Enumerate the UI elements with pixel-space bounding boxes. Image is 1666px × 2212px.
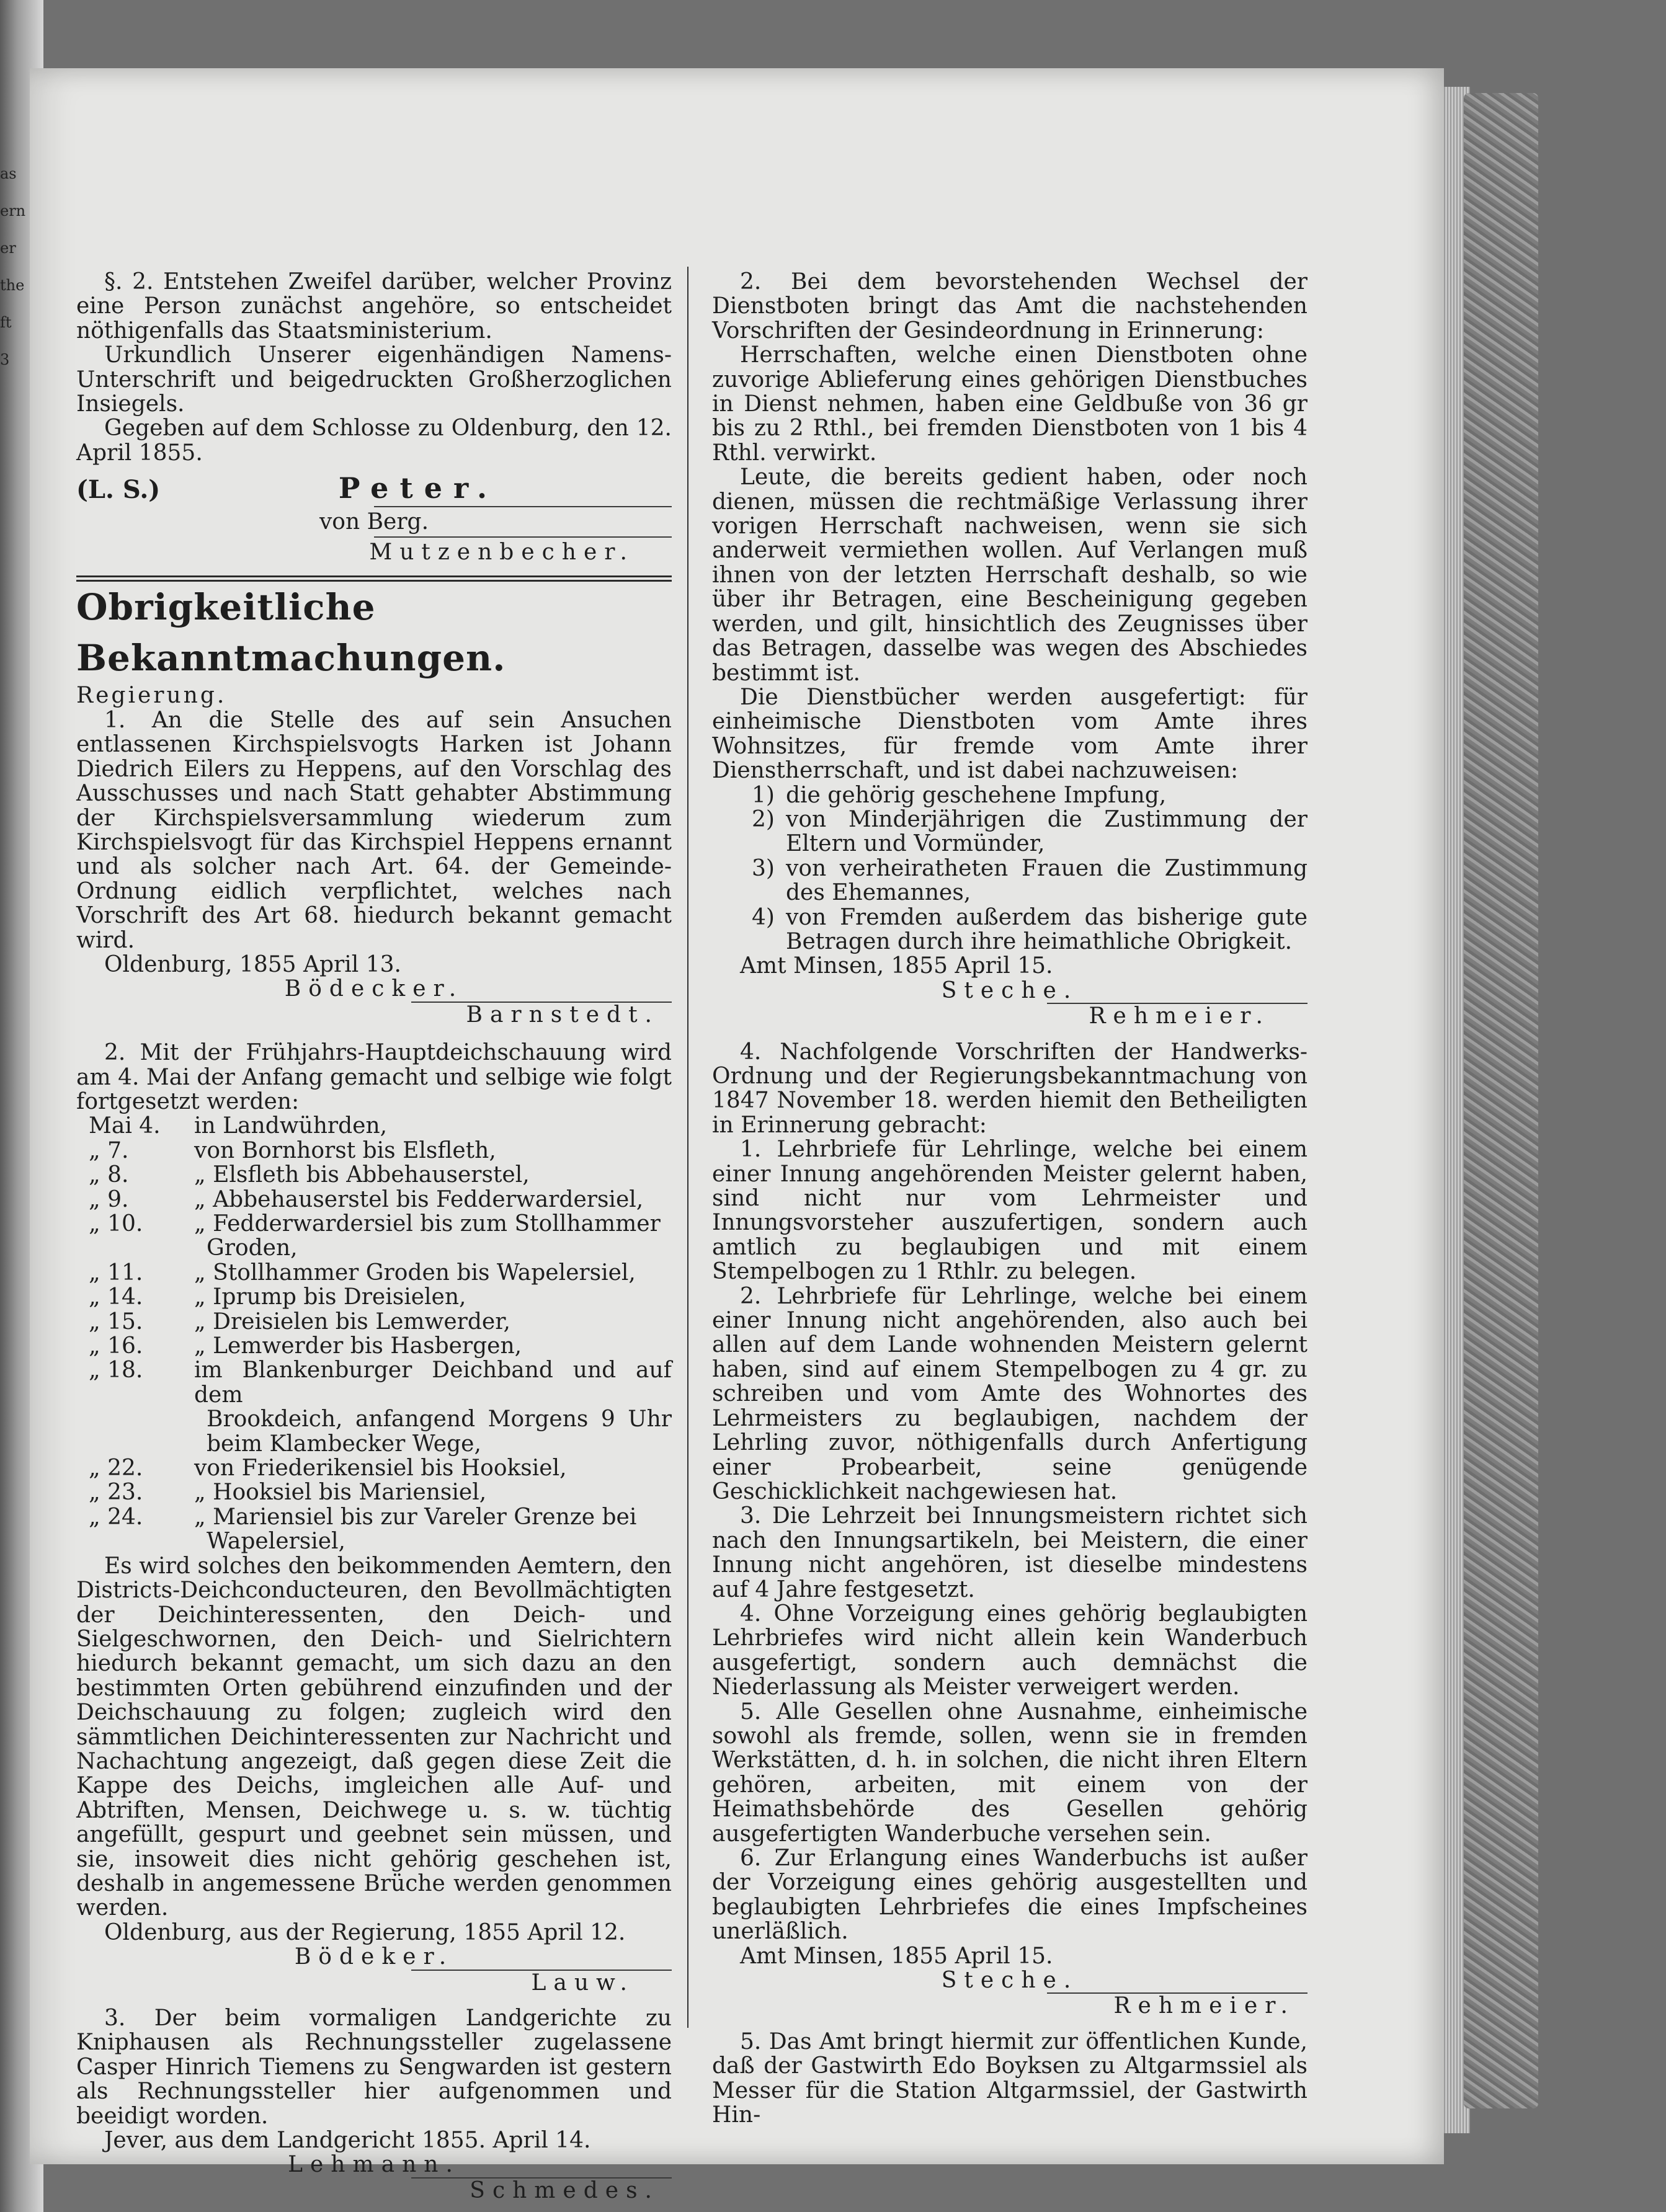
schedule-place: „ Fedderwardersiel bis zum Stollhammer <box>194 1211 661 1237</box>
paragraph-leute: Leute, die bereits gedient haben, oder noch dienen, müssen die rechtmäßige Verlassung ihrer vorigen Herrschaft nachweisen, wenn sie sich anderweit vermiethen wollen. Auf Verlangen muß ihnen von der letzten Herrschaft deshalb, so wie über ihr Betragen, eine Bescheinigung gegeben werden, und gilt, hinsichtlich des Zeugnisses über das Betragen, dasselbe was wegen des Abschiedes bestimmt ist. <box>712 464 1307 686</box>
rule-1: 1. Lehrbriefe für Lehrlinge, welche bei einem einer Innung angehörenden Meister gelernt haben, sind nicht nur vom Lehrmeister und Innungsvorsteher auszufertigen, sondern auch amtlich zu beglaubigen und mit einem Stempelbogen zu 1 Rthlr. zu belegen. <box>712 1137 1307 1285</box>
schedule-row <box>76 1212 672 1236</box>
section-rule <box>76 575 672 577</box>
notice-4-text: 4. Nachfolgende Vorschriften der Handwerks-Ordnung und der Regierungsbekanntmachung von 1847 November 18. werden hiemit den Betheiligten in Erinnerung gebracht: <box>712 1039 1307 1138</box>
signature-berg: von Berg. <box>319 509 429 535</box>
notice-5-text: 5. Das Amt bringt hiermit zur öffentlichen Kunde, daß der Gastwirth Edo Boyksen zu Altgarmssiel als Messer für die Station Altgarmssiel, der Gastwirth Hin- <box>712 2028 1307 2128</box>
right-column <box>712 270 1307 2127</box>
edge-fragment: 3 <box>0 351 10 368</box>
notice-2-place-date: Amt Minsen, 1855 April 15. <box>740 953 1053 979</box>
schedule-place: von Bornhorst bis Elsfleth, <box>194 1137 496 1163</box>
schedule-row <box>76 1358 672 1407</box>
notice-3-signature-1: Lehmann. <box>288 2152 460 2178</box>
paragraph-dienstbuecher: Die Dienstbücher werden ausgefertigt: für einheimische Dienstboten vom Amte ihres Wohnsitzes, für fremde vom Amte ihrer Dienstherrschaft, und ist dabei nachzuweisen: <box>712 684 1307 784</box>
schedule-continuation: Groden, <box>207 1235 298 1261</box>
signature-mutzenbecher: Mutzenbecher. <box>369 540 635 566</box>
requirement-item <box>749 856 1307 905</box>
signature-rule <box>374 536 672 538</box>
schedule-place: „ Lemwerder bis Hasbergen, <box>194 1333 522 1359</box>
edge-fragment: er <box>0 239 16 257</box>
requirement-item <box>749 905 1307 954</box>
requirement-text: von Minderjährigen die Zustimmung der Eltern und Vormünder, <box>786 806 1307 857</box>
signature-row-sovereign <box>76 471 672 505</box>
notice-3-signature-2: Schmedes. <box>470 2177 659 2203</box>
requirement-number: 3) <box>752 855 775 881</box>
schedule-place: „ Stollhammer Groden bis Wapelersiel, <box>194 1259 636 1286</box>
notice-2-place-date: Oldenburg, aus der Regierung, 1855 April 12. <box>104 1919 626 1945</box>
requirement-number: 1) <box>752 782 775 808</box>
schedule-date: „ 16. <box>89 1333 143 1359</box>
rule-3: 3. Die Lehrzeit bei Innungsmeistern richtet sich nach den Innungsartikeln, bei Meistern, die einer Innung nicht angehören, ist dieselbe mindestens auf 4 Jahre festgesetzt. <box>712 1503 1307 1602</box>
notice-2-signature-2: Lauw. <box>531 1970 635 1996</box>
schedule-date: „ 10. <box>89 1211 143 1237</box>
edge-fragment: ern <box>0 202 26 220</box>
schedule-row <box>76 1285 672 1309</box>
schedule-date: „ 22. <box>89 1455 143 1481</box>
schedule-row <box>76 1163 672 1187</box>
rule-2: 2. Lehrbriefe für Lehrlinge, welche bei einem einer Innung nicht angehörenden, also auch bei allen auf dem Lande wohnenden Meistern gelernt haben, sind auf einem Stempelbogen zu 4 gr. zu schreiben und vom Amte des Wohnortes des Lehrmeisters zu beglaubigen, nachdem der Lehrling zuvor, nöthigenfalls durch Anfertigung einer Probearbeit, seine genügende Geschicklichkeit nachgewiesen hat. <box>712 1283 1307 1504</box>
notice-1-place-date: Oldenburg, 1855 April 13. <box>104 951 401 977</box>
book-cover <box>1464 93 1538 2108</box>
section-heading: Obrigkeitliche Bekanntmachungen. <box>76 586 506 680</box>
schedule-row <box>76 1505 672 1529</box>
schedule-continuation: Brookdeich, anfangend Morgens 9 Uhr beim Klambecker Wege, <box>207 1406 672 1457</box>
edge-fragment: the <box>0 277 25 294</box>
schedule-date: „ 7. <box>89 1137 129 1163</box>
schedule-place: in Landwührden, <box>194 1113 388 1139</box>
schedule-row <box>76 1334 672 1358</box>
schedule-place: im Blankenburger Deichband und auf dem <box>194 1357 672 1408</box>
notice-3-text: 3. Der beim vormaligen Landgerichte zu Kniphausen als Rechnungssteller zugelassene Casper Hinrich Tiemens zu Sengwarden ist gestern als Rechnungssteller hier aufgenommen und beeidigt worden. <box>76 2005 672 2129</box>
schedule-row <box>76 1310 672 1334</box>
notice-2-text: 2. Mit der Frühjahrs-Hauptdeichschauung wird am 4. Mai der Anfang gemacht und selbige wie folgt fortgesetzt werden: <box>76 1040 672 1114</box>
notice-2-signature-1: Bödeker. <box>294 1944 454 1970</box>
requirement-text: von Fremden außerdem das bisherige gute Betragen durch ihre heimathliche Obrigkeit. <box>786 904 1307 954</box>
schedule-place: „ Abbehauserstel bis Fedderwardersiel, <box>194 1186 644 1212</box>
schedule-date: Mai 4. <box>89 1113 161 1139</box>
schedule-date: „ 18. <box>89 1357 143 1384</box>
schedule-row <box>76 1480 672 1504</box>
notice-1-signature-2: Barnstedt. <box>466 1002 659 1028</box>
rule-6: 6. Zur Erlangung eines Wanderbuchs ist außer der Vorzeigung eines gehörig ausgestellten und beglaubigten Lehrbriefes die eines Impfscheines unerläßlich. <box>712 1846 1307 1945</box>
requirement-text: die gehörig geschehene Impfung, <box>786 782 1167 808</box>
schedule-place: „ Dreisielen bis Lemwerder, <box>194 1308 510 1335</box>
schedule-place: „ Iprump bis Dreisielen, <box>194 1284 466 1310</box>
requirement-item <box>749 807 1307 856</box>
schedule-row <box>76 1139 672 1163</box>
schedule-date: „ 24. <box>89 1504 143 1530</box>
notice-2-text: 2. Bei dem bevorstehenden Wechsel der Dienstboten bringt das Amt die nachstehenden Vorschriften der Gesindeordnung in Erinnerung: <box>712 269 1307 344</box>
column-divider <box>687 267 688 2028</box>
subsection-regierung: Regierung. <box>76 683 227 709</box>
rule-5: 5. Alle Gesellen ohne Ausnahme, einheimische sowohl als fremde, sollen, wenn sie in fremden Werkstätten, d. h. in solchen, die nicht ihren Eltern gehören, arbeiten, mit einem von der Heimathsbehörde des Gesellen gehörig ausgefertigten Wanderbuche versehen sein. <box>712 1699 1307 1847</box>
schedule-date: „ 23. <box>89 1480 143 1506</box>
schedule-date: „ 11. <box>89 1259 143 1286</box>
schedule-continuation: Wapelersiel, <box>207 1529 345 1555</box>
requirement-list <box>712 783 1307 954</box>
notice-1-text: 1. An die Stelle des auf sein Ansuchen entlassenen Kirchspielsvogts Harken ist Johann Diedrich Eilers zu Heppens, auf den Vorschlag des Ausschusses und nach Statt gehabter Abstimmung der Kirchspielsversammlung wiederum zum Kirchspielsvogt für das Kirchspiel Heppens ernannt und als solcher nach Art. 64. der Gemeinde-Ordnung eidlich verpflichtet, welches nach Vorschrift des Art 68. hiedurch bekannt gemacht wird. <box>76 707 672 953</box>
notice-2-body: Es wird solches den beikommenden Aemtern, den Districts-Deichconducteuren, den Bevollmächtigten der Deichinteressenten, den Deich- und Sielgeschwornen, den Deich- und Sielrichtern hiedurch bekannt gemacht, um sich dazu an den bestimmten Orten gebührend einzufinden und der Deichschauung zu folgen; zugleich wird den sämmtlichen Deichinteressenten zur Nachricht und Nachachtung angezeigt, daß gegen diese Zeit die Kappe des Deichs, imgleichen alle Auf- und Abtriften, Mensen, Deichwege u. s. w. tüchtig angefüllt, gespurt und geebnet sein müssen, und sie, insoweit dies nicht gehörig geschehen ist, deshalb in angemessene Brüche werden genommen werden. <box>76 1553 672 1921</box>
paragraph-herrschaften: Herrschaften, welche einen Dienstboten ohne zuvorige Ablieferung eines gehörigen Dienstbuches in Dienst nehmen, haben eine Geldbuße von 36 gr bis zu 2 Rthl., bei fremden Dienstboten von 1 bis 4 Rthl. verwirkt. <box>712 342 1307 466</box>
rule-4: 4. Ohne Vorzeigung eines gehörig beglaubigten Lehrbriefes wird nicht allein kein Wanderbuch ausgefertigt, sondern auch demnächst die Niederlassung als Meister verweigert werden. <box>712 1601 1307 1700</box>
notice-4-signature-2: Rehmeier. <box>1113 1993 1295 2019</box>
schedule-row <box>76 1114 672 1138</box>
paragraph-urkundlich: Urkundlich Unserer eigenhändigen Namens-Unterschrift und beigedruckten Großherzoglichen Insiegels. <box>76 342 672 417</box>
requirement-number: 4) <box>752 904 775 930</box>
notice-3-place-date: Jever, aus dem Landgericht 1855. April 14. <box>104 2128 591 2154</box>
left-column <box>76 270 672 2203</box>
paragraph-gegeben: Gegeben auf dem Schlosse zu Oldenburg, den 12. April 1855. <box>76 415 672 466</box>
notice-4-place-date: Amt Minsen, 1855 April 15. <box>740 1943 1053 1969</box>
deichschau-schedule <box>76 1114 672 1553</box>
signature-rule <box>374 506 672 507</box>
notice-2-signature-1: Steche. <box>941 977 1079 1003</box>
requirement-text: von verheiratheten Frauen die Zustimmung des Ehemannes, <box>786 855 1307 906</box>
schedule-date: „ 8. <box>89 1162 129 1188</box>
schedule-date: „ 9. <box>89 1186 129 1212</box>
schedule-row <box>76 1188 672 1212</box>
schedule-place: „ Hooksiel bis Mariensiel, <box>194 1480 487 1506</box>
edge-fragment: as <box>0 165 17 182</box>
notice-1-signature-1: Bödecker. <box>284 976 464 1002</box>
requirement-item <box>749 783 1307 807</box>
requirement-number: 2) <box>752 806 775 832</box>
paragraph-provinz: §. 2. Entstehen Zweifel darüber, welcher Provinz eine Person zunächst angehöre, so entscheidet nöthigenfalls das Staatsministerium. <box>76 269 672 344</box>
seal-mark: (L. S.) <box>76 475 161 505</box>
schedule-date: „ 14. <box>89 1284 143 1310</box>
edge-fragment: ft <box>0 314 12 331</box>
notice-4-signature-1: Steche. <box>941 1968 1079 1994</box>
schedule-row <box>76 1456 672 1480</box>
schedule-place: „ Mariensiel bis zur Vareler Grenze bei <box>194 1504 637 1530</box>
notice-2-signature-2: Rehmeier. <box>1089 1003 1270 1029</box>
schedule-place: „ Elsfleth bis Abbehauserstel, <box>194 1162 530 1188</box>
schedule-row <box>76 1261 672 1285</box>
sovereign-name: Peter. <box>338 471 498 505</box>
schedule-place: von Friederikensiel bis Hooksiel, <box>194 1455 567 1481</box>
schedule-date: „ 15. <box>89 1308 143 1335</box>
page-sheet <box>30 68 1444 2203</box>
